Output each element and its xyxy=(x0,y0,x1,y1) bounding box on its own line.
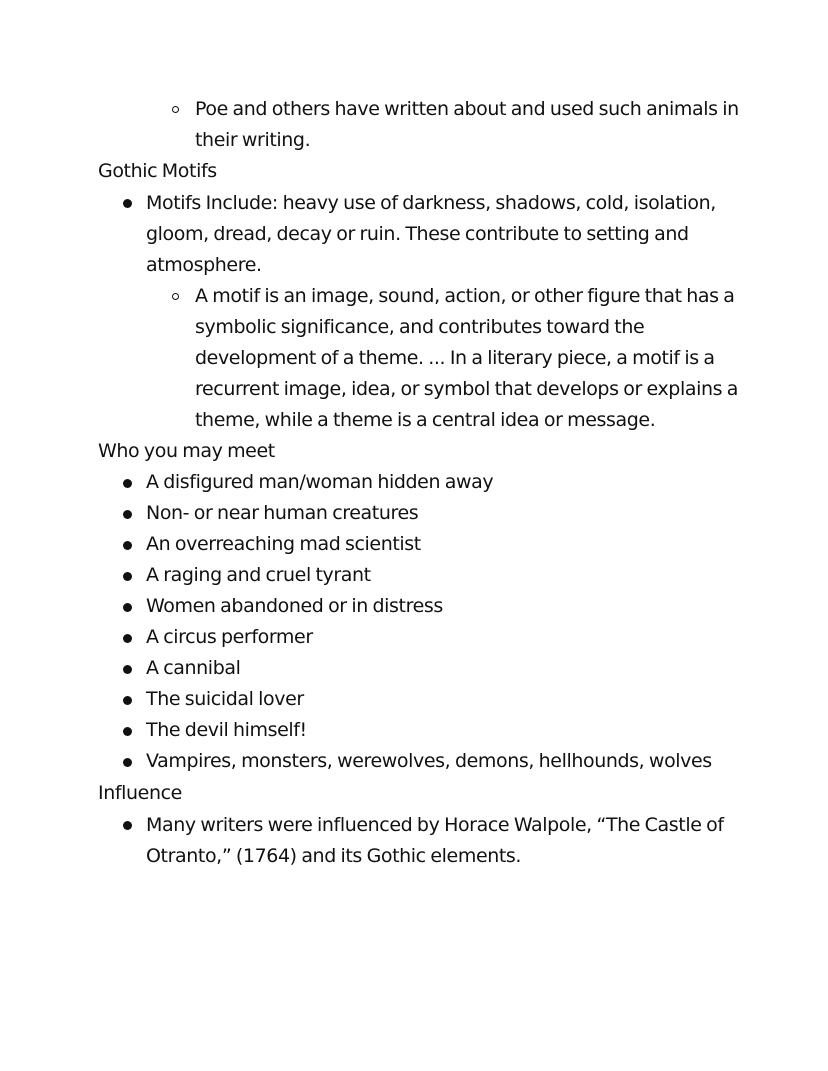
poe-sub-bullet: Poe and others have written about and used such animals in their writing. xyxy=(195,98,739,151)
gothic-motifs-heading: Gothic Motifs xyxy=(98,160,217,182)
who-you-may-meet-heading: Who you may meet xyxy=(98,440,275,462)
sub-bullet-marker xyxy=(172,106,179,113)
bullet-marker xyxy=(123,479,132,488)
bullet-marker xyxy=(123,199,132,208)
bullet-marker xyxy=(123,541,132,550)
motifs-bullet: Motifs Include: heavy use of darkness, shadows, cold, isolation, gloom, dread, decay or ruin. These contribute to setting and atmosphere. xyxy=(146,192,716,276)
list-item: A disfigured man/woman hidden away xyxy=(146,471,494,493)
bullet-marker xyxy=(123,572,132,581)
motif-definition-sub-bullet: A motif is an image, sound, action, or other figure that has a symbolic significance, and contributes toward the development of a theme. ... In a literary piece, a motif is a recurrent image, idea, or symbol that develops or explains a theme, while a theme is a central idea or message. xyxy=(195,285,738,431)
list-item: The devil himself! xyxy=(146,719,307,741)
list-item: A circus performer xyxy=(146,626,313,648)
influence-bullet: Many writers were influenced by Horace Walpole, “The Castle of Otranto,” (1764) and its Gothic elements. xyxy=(146,814,724,867)
bullet-marker xyxy=(123,665,132,674)
list-item: An overreaching mad scientist xyxy=(146,533,421,555)
bullet-marker xyxy=(123,758,132,767)
bullet-marker xyxy=(123,634,132,643)
list-item: A raging and cruel tyrant xyxy=(146,564,371,586)
list-item: Vampires, monsters, werewolves, demons, hellhounds, wolves xyxy=(146,750,712,772)
bullet-marker xyxy=(123,603,132,612)
influence-heading: Influence xyxy=(98,782,182,804)
list-item: The suicidal lover xyxy=(146,688,304,710)
bullet-marker xyxy=(123,727,132,736)
list-item: Women abandoned or in distress xyxy=(146,595,443,617)
list-item: A cannibal xyxy=(146,657,241,679)
bullet-marker xyxy=(123,821,132,830)
sub-bullet-marker xyxy=(172,293,179,300)
bullet-marker xyxy=(123,696,132,705)
bullet-marker xyxy=(123,510,132,519)
list-item: Non- or near human creatures xyxy=(146,502,419,524)
